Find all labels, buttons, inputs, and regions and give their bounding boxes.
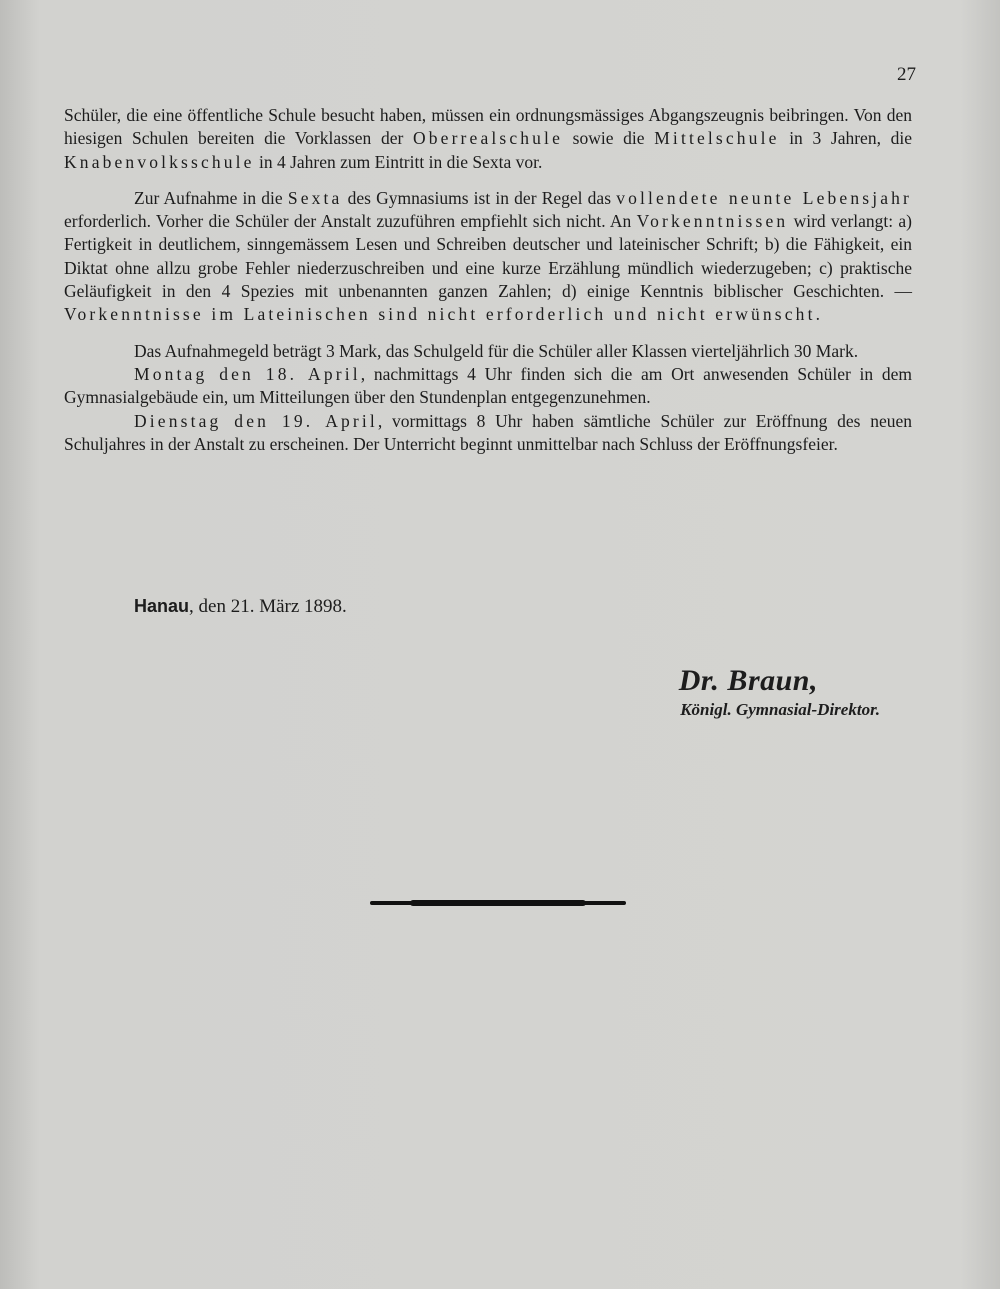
spaced-emphasis: Oberrealschule — [412, 128, 563, 149]
text-run: , vormittags 8 Uhr haben sämtliche Schüler zur Eröffnung des neuen Schuljahres in der Anstalt zu erscheinen. Der Unterricht beginnt unmittelbar nach Schluss der Eröffnungsfeier. — [64, 410, 912, 454]
text-run: erforderlich. Vorher die Schüler der Anstalt zuzuführen empfiehlt sich nicht. An — [64, 211, 637, 232]
text-run: in 4 Jahren zum Eintritt in die Sexta vor. — [254, 151, 543, 172]
paragraph — [64, 410, 912, 457]
body-text — [64, 104, 912, 456]
text-run: des Gymnasiums ist in der Regel das — [342, 187, 617, 208]
spaced-emphasis: Mittelschule — [654, 128, 780, 149]
text-run: sowie die — [562, 128, 655, 149]
signature-title: Königl. Gymnasial-Direktor. — [680, 700, 880, 719]
dateline-place: Hanau — [134, 596, 190, 616]
text-run: Das Aufnahmegeld beträgt 3 Mark, das Schulgeld für die Schüler aller Klassen vierteljährlich 30 Mark. — [134, 340, 859, 361]
closing-rule — [370, 901, 626, 905]
text-run: , nachmittags 4 Uhr finden sich die am Ort anwesenden Schüler in dem Gymnasialgebäude ein, um Mitteilungen über den Stundenplan entgegenzunehmen. — [64, 363, 912, 408]
spaced-emphasis: Vorkenntnissen — [636, 211, 789, 232]
text-run: Zur Aufnahme in die — [134, 187, 288, 208]
paragraph — [64, 363, 912, 410]
spaced-emphasis: Montag den 18. April — [134, 363, 361, 384]
spaced-emphasis: vollendete neunte Lebensjahr — [616, 187, 913, 208]
signature-name: Dr. Braun, — [678, 664, 818, 697]
paragraph — [64, 104, 912, 174]
spaced-emphasis: Sexta — [287, 187, 343, 208]
paragraph — [64, 340, 912, 363]
spaced-emphasis: Vorkenntnisse im Lateinischen sind nicht erforderlich und nicht erwünscht. — [64, 304, 824, 325]
page-number: 27 — [897, 64, 916, 85]
spaced-emphasis: Dienstag den 19. April — [134, 410, 378, 431]
dateline-date: , den 21. März 1898. — [189, 596, 347, 617]
text-run: wird verlangt: a) Fertigkeit in deutlichem, sinngemässem Lesen und Schreiben deutscher und lateinischer Schrift; b) die Fähigkeit, ein Diktat ohne allzu grobe Fehler niederzuschreiben und eine kurze Erzählung mündlich wiederzugeben; c) praktische Geläufigkeit in den 4 Spezies mit unbenannten ganzen Zahlen; d) einige Kenntnis biblischer Geschichten. — — [64, 211, 912, 302]
paragraph — [64, 187, 912, 327]
dateline — [134, 596, 347, 618]
text-run: Schüler, die eine öffentliche Schule besucht haben, müssen ein ordnungsmässiges Abgangszeugnis beibringen. Von den hiesigen Schulen bereiten die Vorklassen der — [64, 105, 912, 149]
text-run: in 3 Jahren, die — [779, 128, 912, 149]
spaced-emphasis: Knabenvolksschule — [64, 151, 255, 172]
signature-block — [560, 664, 880, 720]
